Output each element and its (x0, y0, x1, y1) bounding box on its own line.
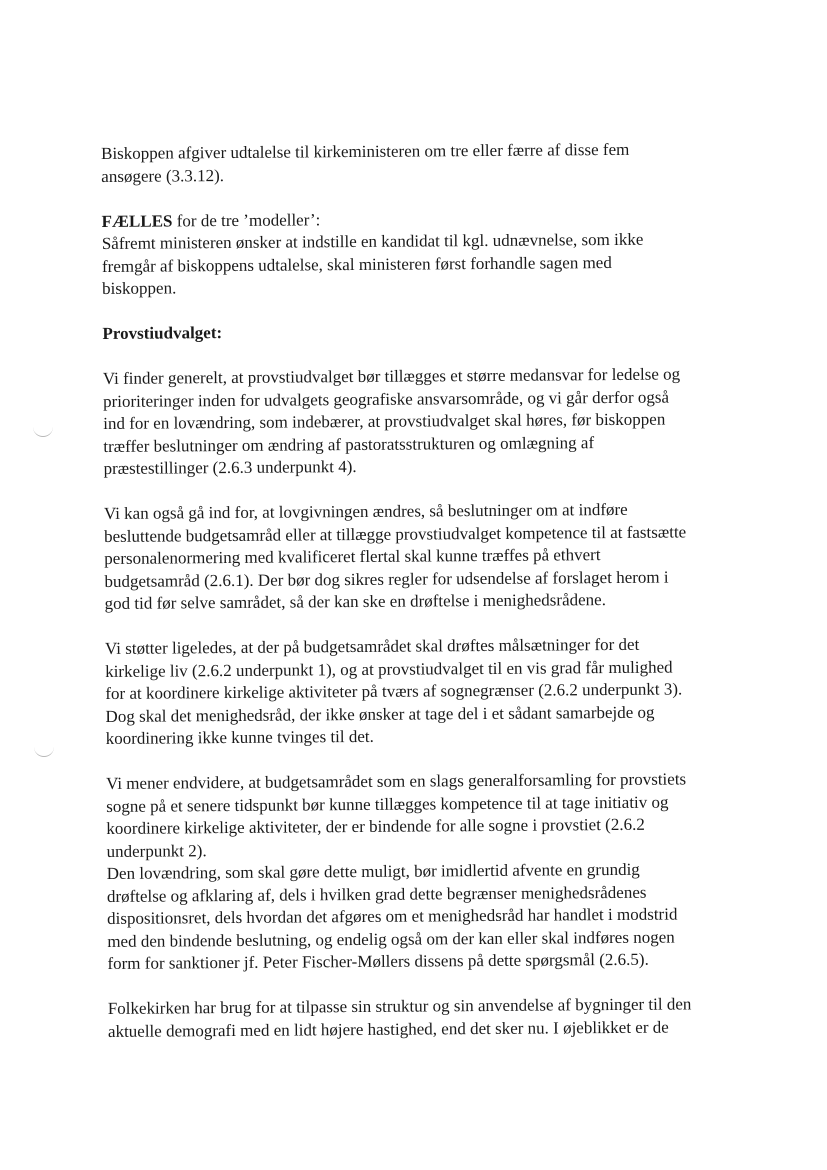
faelles-paragraph (102, 205, 753, 300)
paragraph-3 (105, 633, 756, 751)
text-line: sogne på et senere tidspunkt bør kunne tillægges kompetence til at tage initiativ og (106, 792, 669, 816)
text-line: Biskoppen afgiver udtalelse til kirkeministeren om tre eller færre af disse fem (101, 139, 630, 163)
text-line: fremgår af biskoppens udtalelse, skal ministeren først forhandle sagen med (101, 252, 612, 276)
faelles-bold-word: FÆLLES (101, 210, 173, 231)
paragraph-4 (106, 768, 757, 863)
text-line: Vi finder generelt, at provstiudvalget bør tillægges et større medansvar for ledelse og (102, 364, 681, 388)
text-line: Vi mener endvidere, at budgetsamrådet som en slags generalforsamling for provstiets (105, 769, 687, 793)
paragraph-6 (108, 993, 758, 1043)
section-heading: Provstiudvalget: (102, 323, 223, 343)
text-line: form for sanktioner jf. Peter Fischer-Møllers dissens på dette spørgsmål (2.6.5). (107, 949, 649, 973)
text-line: dispositionsret, dels hvordan det afgøres om et menighedsråd har handlet i modstrid (107, 904, 678, 928)
punch-hole-mark (34, 744, 54, 757)
faelles-lead-rest: for de tre ’modeller’: (172, 209, 321, 230)
text-line: ansøgere (3.3.12). (101, 165, 225, 186)
text-line: for at koordinere kirkelige aktiviteter på tværs af sognegrænser (2.6.2 underpunkt 3). (105, 679, 683, 703)
text-line: kirkelige liv (2.6.2 underpunkt 1), og at provstiudvalget til en vis grad får mulighed (105, 657, 673, 681)
text-line: personalenormering med kvalificeret flertal skal kunne træffes på ethvert (104, 545, 601, 568)
paragraph-5 (107, 858, 758, 976)
text-line: præstestillinger (2.6.3 underpunkt 4). (103, 457, 357, 478)
intro-paragraph (101, 138, 751, 188)
text-line: Folkekirken har brug for at tilpasse sin struktur og sin anvendelse af bygninger til den (107, 994, 692, 1018)
text-line: Dog skal det menighedsråd, der ikke ønsker at tage del i et sådant samarbejde og (105, 702, 655, 726)
text-line: Vi kan også gå ind for, at lovgivningen ændres, så beslutninger om at indføre (103, 499, 628, 523)
text-line: underpunkt 2). (106, 840, 207, 861)
text-line: biskoppen. (102, 278, 177, 298)
text-line: Den lovændring, som skal gøre dette muligt, bør imidlertid afvente en grundig (106, 859, 640, 883)
text-line: aktuelle demografi med en lidt højere hastighed, end det sker nu. I øjeblikket er de (107, 1017, 669, 1041)
text-line: god tid før selve samrådet, så der kan ske en drøftelse i menighedsrådene. (104, 590, 607, 613)
text-line: koordinering ikke kunne tvinges til det. (105, 726, 374, 748)
text-line: besluttende budgetsamråd eller at tillægge provstiudvalget kompetence til at fastsætte (104, 521, 687, 546)
text-line: prioriteringer inden for udvalgets geografiske ansvarsområde, og vi går derfor også (102, 387, 670, 411)
document-body (101, 138, 758, 1066)
text-line: ind for en lovændring, som indebærer, at provstiudvalget skal høres, før biskoppen (103, 409, 666, 433)
punch-hole-mark (33, 424, 53, 437)
paragraph-2 (104, 498, 755, 616)
text-line: med den bindende beslutning, og endelig også om der kan eller skal indføres nogen (107, 927, 675, 951)
text-line: Såfremt ministeren ønsker at indstille en kandidat til kgl. udnævnelse, som ikke (101, 229, 644, 253)
text-line: Vi støtter ligeledes, at der på budgetsamrådet skal drøftes målsætninger for det (104, 634, 640, 658)
text-line: budgetsamråd (2.6.1). Der bør dog sikres regler for udsendelse af forslaget herom i (104, 567, 669, 591)
text-line: træffer beslutninger om ændring af pastoratsstrukturen og omlægning af (103, 432, 595, 456)
paragraph-1 (103, 363, 754, 481)
text-line: drøftelse og afklaring af, dels i hvilken grad dette begrænser menighedsrådenes (106, 882, 647, 906)
text-line: koordinere kirkelige aktiviteter, der er bindende for alle sogne i provstiet (2.6.2 (106, 814, 645, 838)
